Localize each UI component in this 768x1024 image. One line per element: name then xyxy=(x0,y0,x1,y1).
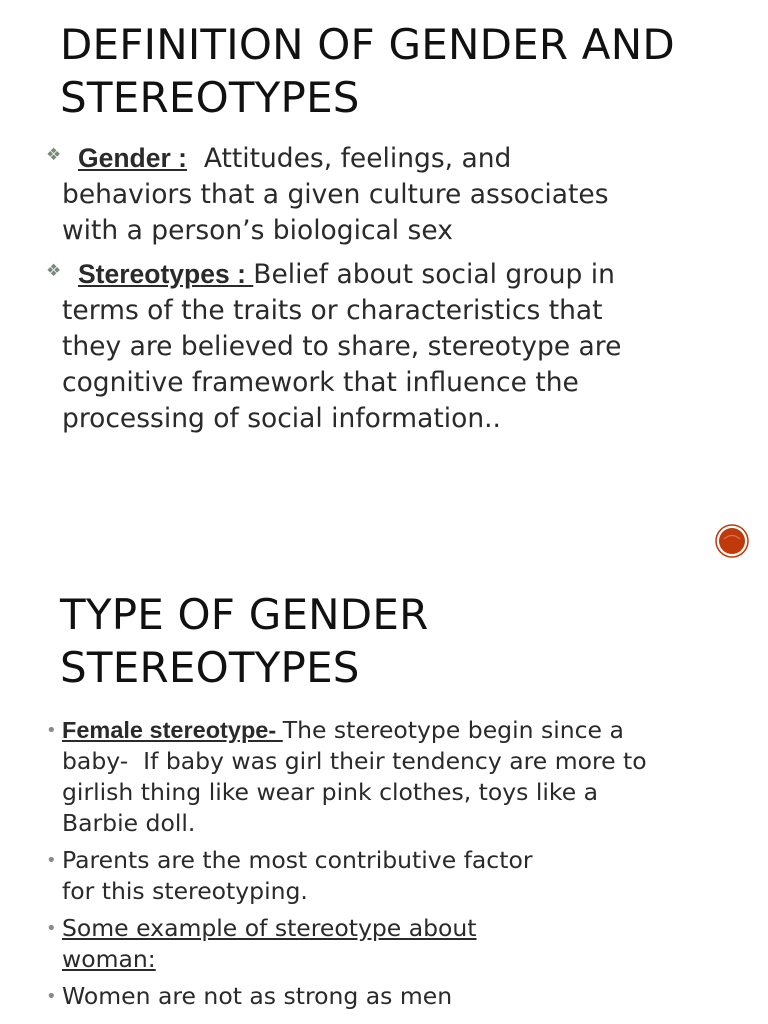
list-item-women-strength xyxy=(46,981,746,1012)
list-item-text: woman: xyxy=(62,945,156,973)
list-item-text: for this stereotyping. xyxy=(62,877,308,905)
list-item-text: girlish thing like wear pink clothes, toys like a xyxy=(62,778,599,806)
stereotype-type-list xyxy=(46,715,746,1018)
diamond-bullet-icon: ❖ xyxy=(46,261,62,281)
dot-bullet-icon: • xyxy=(46,850,57,871)
definition-term: Stereotypes : xyxy=(78,259,254,289)
definition-text: Attitudes, feelings, and xyxy=(186,143,512,174)
list-item-text: Barbie doll. xyxy=(62,809,196,837)
definition-text: Belief about social group in xyxy=(253,259,615,290)
definition-text: processing of social information.. xyxy=(62,403,501,434)
list-item-text: The stereotype begin since a xyxy=(282,716,624,744)
female-stereotype-term: Female stereotype- xyxy=(62,717,283,743)
list-item-text: Parents are the most contributive factor xyxy=(62,846,533,874)
slide-title-definitions xyxy=(60,18,750,124)
title-line-2: STEREOTYPES xyxy=(60,73,360,122)
list-item-female-stereotype xyxy=(46,715,746,839)
diamond-bullet-icon: ❖ xyxy=(46,145,62,165)
list-item-text: baby- If baby was girl their tendency are more to xyxy=(62,747,647,775)
slide-title-types xyxy=(60,588,750,694)
dot-bullet-icon: • xyxy=(46,918,57,939)
orange-circle-icon xyxy=(715,524,749,558)
list-item-text: Women are not as strong as men xyxy=(62,982,453,1010)
title-line-2: STEREOTYPES xyxy=(60,643,360,692)
definition-text: terms of the traits or characteristics that xyxy=(62,295,603,326)
dot-bullet-icon: • xyxy=(46,986,57,1007)
definition-item-gender xyxy=(46,140,736,249)
list-item-text: Some example of stereotype about xyxy=(62,914,477,942)
dot-bullet-icon: • xyxy=(46,720,57,741)
title-line-1: TYPE OF GENDER xyxy=(60,590,429,639)
definition-list xyxy=(46,140,736,444)
definition-text: behaviors that a given culture associates xyxy=(62,179,609,210)
list-item-examples-heading xyxy=(46,913,746,975)
list-item-parents xyxy=(46,845,746,907)
title-line-1: DEFINITION OF GENDER AND xyxy=(60,20,675,69)
definition-item-stereotypes xyxy=(46,256,736,437)
definition-text: they are believed to share, stereotype are xyxy=(62,331,622,362)
definition-text: cognitive framework that influence the xyxy=(62,367,579,398)
definition-term: Gender : xyxy=(78,143,187,173)
definition-text: with a person’s biological sex xyxy=(62,215,453,246)
